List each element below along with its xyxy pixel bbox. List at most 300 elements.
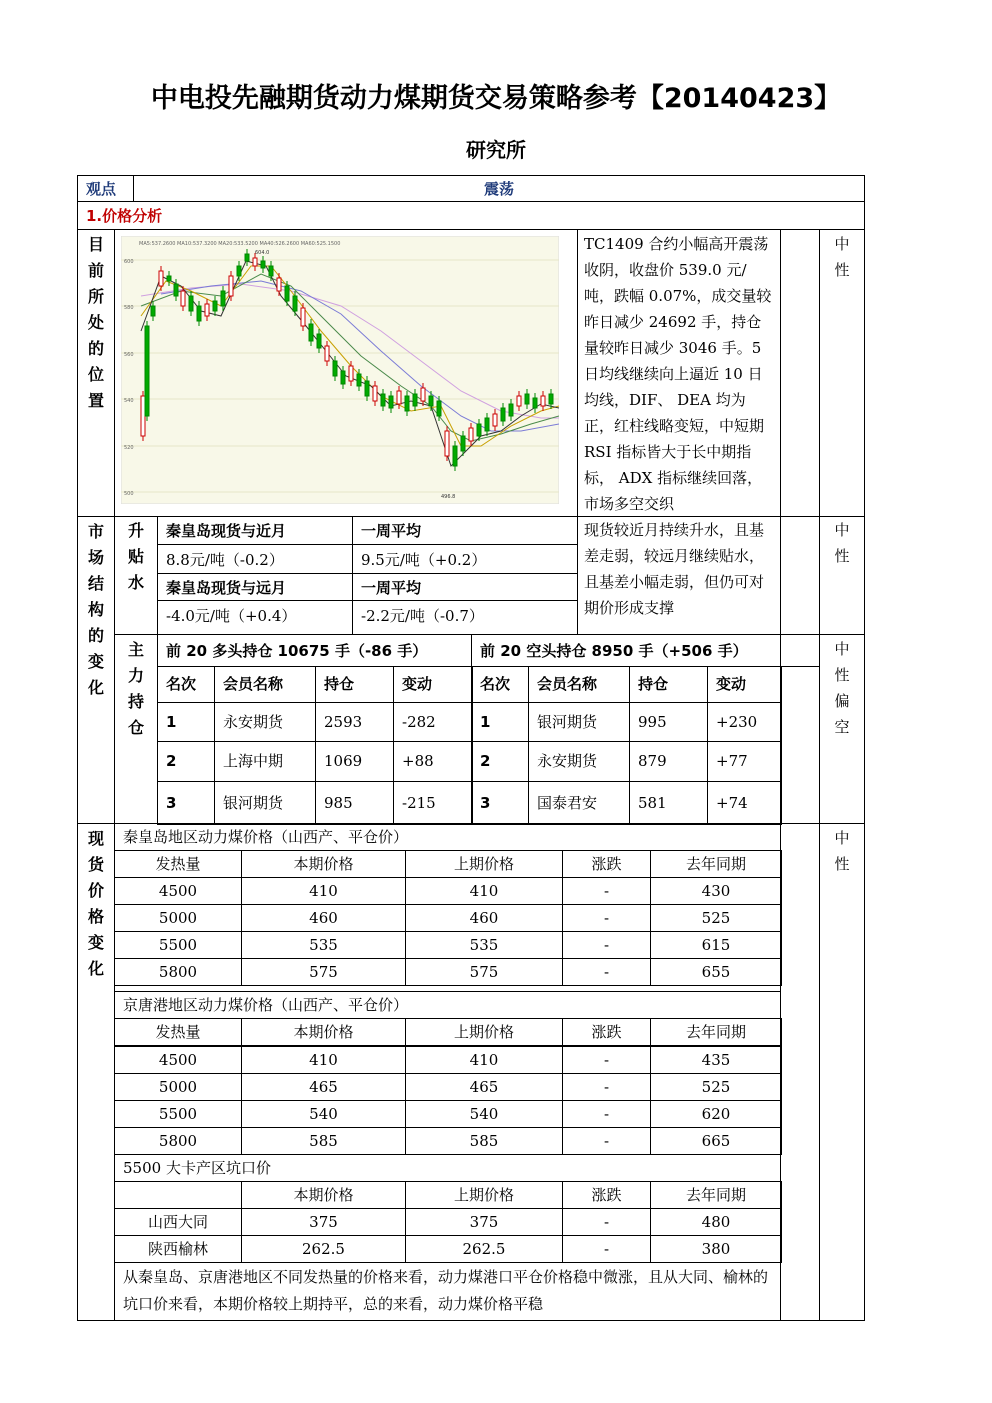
long-holding-cell: [315, 781, 394, 825]
candle-body: [269, 266, 273, 276]
mine-header-cell-text: 去年同期: [685, 1186, 746, 1204]
mine-header-cell: [650, 1181, 782, 1209]
mine-price-cell: [562, 1208, 651, 1236]
jtg-price-cell-text: 465: [469, 1078, 499, 1096]
mine-price-cell-text: 480: [701, 1213, 731, 1231]
qhd-price-cell: [114, 877, 242, 905]
qhd-price-cell: [405, 958, 563, 986]
viewpoint-label: 观点: [86, 180, 117, 198]
candle-body: [405, 396, 409, 411]
jtg-price-cell: [650, 1127, 782, 1155]
mine-header-cell: [241, 1181, 406, 1209]
candle-body: [213, 301, 217, 311]
y-tick: 600: [124, 259, 134, 265]
jtg-header-cell: [562, 1018, 651, 1046]
candle-body: [253, 258, 257, 266]
basis-near-title-cell: [157, 516, 353, 545]
jtg-header-cell-text: 本期价格: [293, 1023, 354, 1041]
long-holding-cell-text: 2593: [324, 713, 363, 731]
holdings-short-title-cell: [471, 634, 781, 667]
chart-high-label: 604.0: [255, 250, 270, 256]
qhd-price-cell-text: 615: [701, 936, 731, 954]
short-holding-cell-text: +77: [716, 752, 748, 770]
short-holding-cell: [471, 741, 529, 782]
mine-header-cell: [562, 1181, 651, 1209]
qhd-price-cell-text: 460: [469, 909, 499, 927]
candle-body: [445, 431, 449, 456]
chart-low-label: 496.8: [441, 494, 456, 500]
long-holding-cell: [214, 702, 316, 742]
basis-near-value-cell: [157, 544, 353, 574]
qhd-price-cell-text: 575: [309, 963, 338, 981]
candle-body: [397, 391, 401, 404]
candle-body: [333, 361, 337, 376]
jtg-header-cell-text: 涨跌: [591, 1023, 622, 1041]
jtg-price-cell: [405, 1100, 563, 1128]
candle-body: [365, 381, 369, 396]
qhd-price-cell: [650, 931, 782, 959]
candle-body: [389, 396, 393, 408]
long-holding-cell-text: 985: [324, 794, 353, 812]
position-analysis-cell: [577, 229, 781, 517]
candle-body: [349, 366, 353, 381]
spot-summary-cell: [114, 1262, 781, 1321]
jtg-price-cell-text: 5800: [158, 1132, 198, 1150]
qhd-price-cell: [114, 958, 242, 986]
mine-price-cell: [650, 1208, 782, 1236]
jtg-price-cell: [405, 1127, 563, 1155]
basis-far-avg-cell: [352, 600, 578, 635]
long-holding-cell-text: 3: [166, 794, 177, 812]
holdings-short-title: 前 20 空头持仓 8950 手（+506 手）: [480, 642, 748, 660]
qhd-price-cell-text: 4500: [158, 882, 198, 900]
long-holding-header-text: 持仓: [324, 675, 355, 693]
qhd-price-cell: [405, 904, 563, 932]
basis-far-week: 一周平均: [361, 579, 422, 597]
candle-body: [501, 408, 505, 421]
long-holding-cell: [157, 781, 215, 825]
qhd-header-cell-text: 去年同期: [685, 855, 746, 873]
holdings-label-cell: [114, 634, 158, 824]
mine-title-text: 5500 大卡产区坑口价: [123, 1159, 271, 1177]
qhd-price-cell: [650, 877, 782, 905]
jtg-price-cell-text: 665: [701, 1132, 731, 1150]
position-rating-cell: [819, 229, 865, 517]
mine-price-cell-text: 山西大同: [147, 1213, 208, 1231]
qhd-price-cell-text: 410: [309, 882, 338, 900]
mine-price-cell: [241, 1208, 406, 1236]
chart-cell: [114, 229, 578, 517]
candle-body: [533, 398, 537, 408]
short-holding-header-text: 持仓: [638, 675, 669, 693]
candle-body: [549, 394, 553, 404]
basis-near-avg: 9.5元/吨（+0.2）: [361, 551, 487, 569]
long-holding-cell-text: -215: [402, 794, 436, 812]
short-holding-cell: [707, 781, 782, 825]
short-holding-header-text: 会员名称: [537, 675, 598, 693]
qhd-price-cell: [650, 958, 782, 986]
qhd-price-cell-text: 575: [469, 963, 499, 981]
short-holding-header-text: 变动: [716, 675, 747, 693]
qhd-header-cell: [650, 850, 782, 878]
viewpoint-value-cell: [133, 175, 865, 202]
candle-body: [453, 446, 457, 466]
short-holding-cell-text: 581: [638, 794, 667, 812]
long-holding-header: [315, 666, 394, 703]
short-holding-cell-text: 永安期货: [537, 752, 598, 770]
short-holding-header: [707, 666, 782, 703]
short-holding-header: [629, 666, 708, 703]
mine-price-cell-text: -: [603, 1240, 610, 1258]
long-holding-cell-text: 1: [166, 713, 177, 731]
basis-label: 升贴水: [127, 521, 144, 592]
long-holding-cell-text: -282: [402, 713, 436, 731]
mine-header-cell-text: 涨跌: [591, 1186, 622, 1204]
qhd-price-cell: [405, 931, 563, 959]
mine-price-cell-text: 375: [309, 1213, 338, 1231]
long-holding-cell-text: 上海中期: [223, 752, 284, 770]
spot-label: 现货价格变化: [87, 829, 104, 978]
spot-blank-cell: [780, 823, 820, 1321]
y-tick: 540: [124, 398, 134, 404]
mine-price-cell-text: 262.5: [462, 1240, 506, 1258]
jtg-header-cell-text: 发热量: [155, 1023, 201, 1041]
candle-body: [205, 304, 209, 316]
candle-body: [461, 436, 465, 451]
candle-body: [437, 401, 441, 416]
qhd-price-cell: [114, 931, 242, 959]
candle-body: [525, 394, 529, 404]
candle-body: [277, 278, 281, 291]
qhd-header-cell-text: 本期价格: [293, 855, 354, 873]
qhd-price-cell: [241, 958, 406, 986]
jtg-price-cell: [114, 1127, 242, 1155]
jtg-price-cell-text: 540: [309, 1105, 338, 1123]
jtg-header-cell: [241, 1018, 406, 1046]
candle-body: [381, 394, 385, 406]
qhd-price-cell: [241, 877, 406, 905]
long-holding-cell-text: 2: [166, 752, 177, 770]
jtg-price-cell: [241, 1073, 406, 1101]
basis-far-title: 秦皇岛现货与远月: [166, 579, 287, 597]
qhd-price-cell-text: -: [603, 909, 610, 927]
short-holding-cell: [528, 781, 630, 825]
position-blank-cell: [780, 229, 820, 517]
qhd-price-cell: [405, 877, 563, 905]
mine-price-cell: [405, 1208, 563, 1236]
jtg-price-cell-text: 540: [469, 1105, 499, 1123]
basis-near-value: 8.8元/吨（-0.2）: [166, 551, 284, 569]
holdings-top-blank-cell: [780, 634, 820, 667]
candle-body: [285, 286, 289, 301]
mine-price-cell-text: 陕西榆林: [147, 1240, 208, 1258]
position-analysis: TC1409 合约小幅高开震荡收阴，收盘价 539.0 元/吨，跌幅 0.07%，成交量较昨日减少 24692 手，持仓量较昨日减少 3046 手。5 日均线继续向上逼近 10 日均线，DIF、 DEA 均为正，红柱线略变短，中短期 RSI 指标皆大于长中期指标， ADX 指标继续回落，市场多空交织: [584, 235, 772, 513]
y-tick: 500: [124, 491, 134, 497]
jtg-price-cell-text: 410: [469, 1051, 499, 1069]
qhd-price-cell-text: 535: [309, 936, 338, 954]
jtg-price-cell-text: 585: [469, 1132, 499, 1150]
jtg-price-cell: [650, 1100, 782, 1128]
qhd-header-cell-text: 发热量: [155, 855, 201, 873]
mine-header-cell-text: 本期价格: [293, 1186, 354, 1204]
candle-body: [145, 326, 149, 416]
short-holding-cell: [707, 741, 782, 782]
candle-body: [541, 396, 545, 406]
basis-far-week-cell: [352, 573, 578, 601]
mine-title: [114, 1154, 781, 1182]
spot-rating-cell: [819, 823, 865, 1321]
jtg-header-cell-text: 去年同期: [685, 1023, 746, 1041]
jtg-price-cell: [650, 1073, 782, 1101]
jtg-price-cell-text: 435: [701, 1051, 731, 1069]
kline-chart: [121, 236, 559, 504]
jtg-price-cell-text: 525: [701, 1078, 731, 1096]
jtg-price-cell: [405, 1046, 563, 1074]
basis-far-title-cell: [157, 573, 353, 601]
mine-header-cell: [114, 1181, 242, 1209]
short-holding-header-text: 名次: [480, 675, 511, 693]
short-holding-cell: [629, 741, 708, 782]
position-label: 目前所处的位置: [87, 235, 104, 410]
mine-header-cell: [405, 1181, 563, 1209]
long-holding-cell: [157, 741, 215, 782]
short-holding-header: [528, 666, 630, 703]
long-holding-cell-text: 永安期货: [223, 713, 284, 731]
long-holding-cell: [214, 741, 316, 782]
long-holding-cell-text: 1069: [324, 752, 363, 770]
long-holding-header-text: 会员名称: [223, 675, 284, 693]
qhd-header-cell: [405, 850, 563, 878]
candle-body: [174, 284, 178, 296]
jtg-header-cell: [405, 1018, 563, 1046]
short-holding-cell-text: 1: [480, 713, 491, 731]
candle-body: [197, 306, 201, 321]
qhd-price-cell-text: 655: [701, 963, 731, 981]
candle-body: [261, 261, 265, 268]
candle-body: [189, 296, 193, 311]
mine-price-cell-text: 380: [701, 1240, 731, 1258]
jtg-price-cell-text: 5000: [158, 1078, 198, 1096]
short-holding-cell-text: 995: [638, 713, 667, 731]
candle-body: [485, 418, 489, 431]
short-holding-cell-text: 879: [638, 752, 667, 770]
candle-body: [229, 276, 233, 296]
mine-header-cell-text: 上期价格: [453, 1186, 514, 1204]
spot-label-cell: [77, 823, 115, 1321]
jtg-price-cell: [562, 1100, 651, 1128]
jtg-header-cell-text: 上期价格: [453, 1023, 514, 1041]
candle-body: [325, 346, 329, 361]
qhd-price-cell: [562, 877, 651, 905]
candle-body: [245, 254, 249, 261]
holdings-rating-cell: [819, 634, 865, 824]
mine-price-cell: [114, 1208, 242, 1236]
jtg-price-cell: [405, 1073, 563, 1101]
y-tick: 560: [124, 352, 134, 358]
page-title: 中电投先融期货动力煤期货交易策略参考【20140423】: [150, 83, 842, 114]
jtg-price-cell: [562, 1127, 651, 1155]
candle-body: [469, 428, 473, 441]
basis-near-week-cell: [352, 516, 578, 545]
jtg-price-cell: [114, 1100, 242, 1128]
basis-label-cell: [114, 516, 158, 635]
market-label-cell: [77, 516, 115, 824]
long-holding-header: [393, 666, 473, 703]
qhd-title-text: 秦皇岛地区动力煤价格（山西产、平仓价）: [123, 828, 409, 846]
long-holding-cell: [157, 702, 215, 742]
short-holding-cell-text: +230: [716, 713, 758, 731]
candle-body: [509, 404, 513, 416]
candle-body: [317, 334, 321, 348]
qhd-price-cell-text: 535: [469, 936, 499, 954]
candle-body: [309, 324, 313, 341]
short-holding-cell: [707, 702, 782, 742]
long-holding-cell: [214, 781, 316, 825]
qhd-price-cell-text: 5000: [158, 909, 198, 927]
qhd-header-cell: [241, 850, 406, 878]
short-holding-cell: [528, 702, 630, 742]
y-tick: 580: [124, 305, 134, 311]
qhd-price-cell-text: -: [603, 936, 610, 954]
long-holding-cell-text: +88: [402, 752, 434, 770]
jtg-price-cell-text: 620: [701, 1105, 731, 1123]
candle-body: [373, 386, 377, 401]
basis-far-value-cell: [157, 600, 353, 635]
qhd-price-cell-text: -: [603, 882, 610, 900]
chart-legend: MA5:537.2600 MA10:537.3200 MA20:533.5200 MA40:526.2600 MA60:525.1500: [139, 241, 341, 247]
jtg-price-cell-text: 585: [309, 1132, 338, 1150]
jtg-price-cell-text: -: [603, 1078, 610, 1096]
short-holding-cell-text: +74: [716, 794, 748, 812]
qhd-price-cell-text: 5500: [158, 936, 198, 954]
candle-body: [301, 308, 305, 326]
page-subtitle: 研究所: [466, 138, 526, 162]
short-holding-cell: [471, 702, 529, 742]
short-holding-cell-text: 国泰君安: [537, 794, 598, 812]
candle-body: [341, 371, 345, 384]
qhd-header-cell-text: 涨跌: [591, 855, 622, 873]
section-header: [77, 201, 865, 230]
basis-near-title: 秦皇岛现货与近月: [166, 522, 287, 540]
jtg-price-cell-text: -: [603, 1132, 610, 1150]
basis-rating: 中性: [834, 521, 850, 565]
long-holding-header: [214, 666, 316, 703]
basis-rating-cell: [819, 516, 865, 635]
jtg-price-cell-text: 410: [309, 1051, 338, 1069]
short-holding-cell: [629, 781, 708, 825]
mine-price-cell: [562, 1235, 651, 1263]
mine-price-cell: [650, 1235, 782, 1263]
mine-price-cell-text: 262.5: [302, 1240, 345, 1258]
jtg-title-text: 京唐港地区动力煤价格（山西产、平仓价）: [123, 996, 409, 1014]
spot-summary: 从秦皇岛、京唐港地区不同发热量的价格来看，动力煤港口平仓价格稳中微涨，且从大同、榆林的坑口价来看，本期价格较上期持平，总的来看，动力煤价格平稳: [123, 1268, 769, 1313]
qhd-price-cell: [650, 904, 782, 932]
long-holding-cell: [393, 702, 473, 742]
qhd-price-cell-text: 430: [701, 882, 731, 900]
qhd-header-cell: [114, 850, 242, 878]
long-holding-cell: [393, 781, 473, 825]
holdings-blank-cell: [780, 666, 820, 824]
candle-body: [517, 396, 521, 406]
short-holding-cell: [528, 741, 630, 782]
qhd-price-cell: [114, 904, 242, 932]
market-label: 市场结构的变化: [87, 522, 104, 697]
viewpoint-value: 震荡: [483, 180, 514, 198]
mine-price-cell-text: 375: [469, 1213, 499, 1231]
jtg-price-cell: [562, 1073, 651, 1101]
long-holding-header-text: 变动: [402, 675, 433, 693]
mine-price-cell: [114, 1235, 242, 1263]
candle-body: [293, 296, 297, 311]
long-holding-cell: [315, 702, 394, 742]
qhd-price-cell-text: 410: [469, 882, 499, 900]
candle-body: [237, 266, 241, 276]
y-tick: 520: [124, 445, 134, 451]
mine-price-cell: [241, 1235, 406, 1263]
holdings-label: 主力持仓: [127, 640, 144, 737]
qhd-price-cell-text: -: [603, 963, 610, 981]
short-holding-header: [471, 666, 529, 703]
long-holding-cell-text: 银河期货: [223, 794, 284, 812]
holdings-long-title: 前 20 多头持仓 10675 手（-86 手）: [166, 642, 428, 660]
candle-body: [421, 388, 425, 401]
jtg-price-cell: [562, 1046, 651, 1074]
jtg-price-cell: [241, 1127, 406, 1155]
short-holding-cell-text: 3: [480, 794, 491, 812]
mine-price-cell-text: -: [603, 1213, 610, 1231]
qhd-title: [114, 823, 781, 851]
holdings-long-title-cell: [157, 634, 472, 667]
candle-body: [357, 374, 361, 386]
candle-body: [429, 396, 433, 406]
candle-body: [477, 424, 481, 436]
qhd-header-cell: [562, 850, 651, 878]
jtg-price-cell: [114, 1046, 242, 1074]
qhd-price-cell: [241, 931, 406, 959]
basis-comment-cell: [577, 516, 781, 635]
long-holding-header: [157, 666, 215, 703]
candle-body: [413, 394, 417, 406]
basis-far-avg: -2.2元/吨（-0.7）: [361, 607, 484, 625]
jtg-price-cell: [241, 1100, 406, 1128]
qhd-price-cell-text: 460: [309, 909, 338, 927]
candle-body: [493, 414, 497, 426]
jtg-price-cell: [241, 1046, 406, 1074]
candle-body: [221, 291, 225, 306]
mine-price-cell: [405, 1235, 563, 1263]
short-holding-cell: [471, 781, 529, 825]
short-holding-cell-text: 2: [480, 752, 491, 770]
short-holding-cell-text: 银河期货: [537, 713, 598, 731]
holdings-rating: 中性偏空: [834, 640, 850, 736]
jtg-title: [114, 991, 781, 1019]
short-holding-cell: [629, 702, 708, 742]
qhd-price-cell: [562, 958, 651, 986]
qhd-price-cell: [241, 904, 406, 932]
jtg-header-cell: [650, 1018, 782, 1046]
jtg-price-cell-text: -: [603, 1051, 610, 1069]
jtg-price-cell-text: 5500: [158, 1105, 198, 1123]
spot-rating: 中性: [834, 829, 850, 873]
jtg-price-cell-text: -: [603, 1105, 610, 1123]
candle-body: [159, 271, 163, 286]
qhd-price-cell-text: 525: [701, 909, 731, 927]
candle-body: [167, 276, 171, 281]
position-rating: 中性: [834, 235, 850, 279]
basis-near-week: 一周平均: [361, 522, 422, 540]
basis-far-value: -4.0元/吨（+0.4）: [166, 607, 297, 625]
basis-comment: 现货较近月持续升水，且基差走弱，较远月继续贴水，且基差小幅走弱，但仍可对期价形成支撑: [584, 521, 765, 617]
